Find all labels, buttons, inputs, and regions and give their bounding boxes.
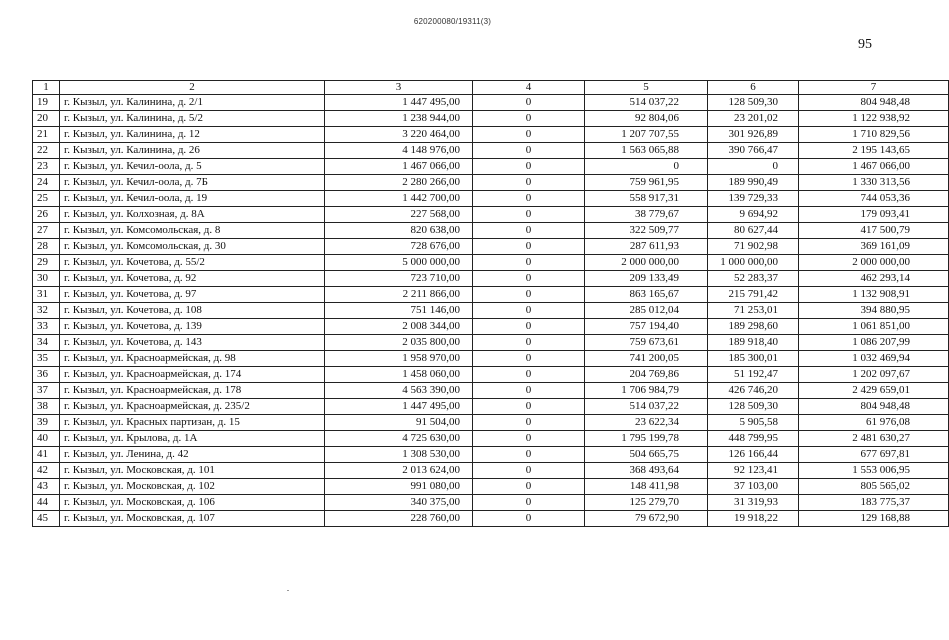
table-cell: г. Кызыл, ул. Красных партизан, д. 15: [60, 415, 325, 431]
table-cell: 52 283,37: [708, 271, 799, 287]
table-cell: 23 201,02: [708, 111, 799, 127]
table-cell: 0: [585, 159, 708, 175]
table-cell: 0: [473, 431, 585, 447]
table-cell: 759 961,95: [585, 175, 708, 191]
table-cell: 340 375,00: [325, 495, 473, 511]
table-cell: г. Кызыл, ул. Московская, д. 101: [60, 463, 325, 479]
table-row: [33, 431, 949, 447]
table-cell: 39: [33, 415, 60, 431]
table-cell: 20: [33, 111, 60, 127]
table-cell: 43: [33, 479, 60, 495]
table-cell: 37 103,00: [708, 479, 799, 495]
table-cell: 1 238 944,00: [325, 111, 473, 127]
table-cell: 189 918,40: [708, 335, 799, 351]
table-cell: 41: [33, 447, 60, 463]
table-cell: 1 447 495,00: [325, 399, 473, 415]
table-cell: 5 000 000,00: [325, 255, 473, 271]
table-row: [33, 367, 949, 383]
table-row: [33, 447, 949, 463]
table-row: [33, 495, 949, 511]
table-cell: 204 769,86: [585, 367, 708, 383]
table-cell: 92 123,41: [708, 463, 799, 479]
table-cell: 285 012,04: [585, 303, 708, 319]
table-cell: 0: [473, 367, 585, 383]
table-body: [33, 81, 949, 527]
table-row: [33, 159, 949, 175]
table-cell: 0: [473, 159, 585, 175]
table-cell: 0: [473, 383, 585, 399]
table-cell: 2 035 800,00: [325, 335, 473, 351]
table-cell: г. Кызыл, ул. Красноармейская, д. 235/2: [60, 399, 325, 415]
table-cell: г. Кызыл, ул. Московская, д. 102: [60, 479, 325, 495]
table-cell: 19: [33, 95, 60, 111]
table-cell: 394 880,95: [799, 303, 949, 319]
table-cell: г. Кызыл, ул. Московская, д. 106: [60, 495, 325, 511]
table-cell: 2 013 624,00: [325, 463, 473, 479]
table-cell: 462 293,14: [799, 271, 949, 287]
table-cell: г. Кызыл, ул. Кочетова, д. 97: [60, 287, 325, 303]
table-cell: 2 211 866,00: [325, 287, 473, 303]
table-cell: г. Кызыл, ул. Красноармейская, д. 98: [60, 351, 325, 367]
table-cell: 1 706 984,79: [585, 383, 708, 399]
table-cell: 185 300,01: [708, 351, 799, 367]
table-row: [33, 415, 949, 431]
table-cell: 2 000 000,00: [799, 255, 949, 271]
table-cell: г. Кызыл, ул. Кочетова, д. 55/2: [60, 255, 325, 271]
table-cell: 514 037,22: [585, 399, 708, 415]
table-cell: 0: [473, 479, 585, 495]
table-cell: 322 509,77: [585, 223, 708, 239]
table-cell: 0: [473, 511, 585, 527]
table-cell: г. Кызыл, ул. Калинина, д. 26: [60, 143, 325, 159]
table-cell: 34: [33, 335, 60, 351]
table-cell: 61 976,08: [799, 415, 949, 431]
table-cell: г. Кызыл, ул. Комсомольская, д. 8: [60, 223, 325, 239]
table-cell: 2 280 266,00: [325, 175, 473, 191]
table-cell: 23: [33, 159, 60, 175]
table-cell: 4 725 630,00: [325, 431, 473, 447]
table-cell: 35: [33, 351, 60, 367]
table-cell: г. Кызыл, ул. Калинина, д. 2/1: [60, 95, 325, 111]
table-cell: 4 563 390,00: [325, 383, 473, 399]
table-cell: 759 673,61: [585, 335, 708, 351]
table-cell: 741 200,05: [585, 351, 708, 367]
table-row: [33, 127, 949, 143]
table-cell: 804 948,48: [799, 399, 949, 415]
table-cell: 25: [33, 191, 60, 207]
table-cell: 80 627,44: [708, 223, 799, 239]
table-cell: г. Кызыл, ул. Московская, д. 107: [60, 511, 325, 527]
table-cell: 1 795 199,78: [585, 431, 708, 447]
table-cell: г. Кызыл, ул. Кечил-оола, д. 7Б: [60, 175, 325, 191]
table-cell: 31 319,93: [708, 495, 799, 511]
table-cell: 504 665,75: [585, 447, 708, 463]
table-row: [33, 255, 949, 271]
table-cell: 148 411,98: [585, 479, 708, 495]
table-cell: 92 804,06: [585, 111, 708, 127]
table-row: [33, 95, 949, 111]
table-cell: 0: [473, 143, 585, 159]
table-cell: 1 467 066,00: [325, 159, 473, 175]
table-cell: 228 760,00: [325, 511, 473, 527]
table-cell: 128 509,30: [708, 399, 799, 415]
table-cell: 1 207 707,55: [585, 127, 708, 143]
table-cell: 79 672,90: [585, 511, 708, 527]
table-cell: 71 253,01: [708, 303, 799, 319]
table-cell: 1 061 851,00: [799, 319, 949, 335]
table-cell: г. Кызыл, ул. Ленина, д. 42: [60, 447, 325, 463]
table-cell: г. Кызыл, ул. Кечил-оола, д. 5: [60, 159, 325, 175]
table-cell: 38: [33, 399, 60, 415]
table-cell: г. Кызыл, ул. Комсомольская, д. 30: [60, 239, 325, 255]
table-cell: 179 093,41: [799, 207, 949, 223]
table-cell: 125 279,70: [585, 495, 708, 511]
table-cell: 1 447 495,00: [325, 95, 473, 111]
table-cell: 1 308 530,00: [325, 447, 473, 463]
table-row: [33, 287, 949, 303]
table-row: [33, 223, 949, 239]
table-cell: 0: [473, 335, 585, 351]
table-row: [33, 143, 949, 159]
table-cell: 804 948,48: [799, 95, 949, 111]
table-cell: 227 568,00: [325, 207, 473, 223]
table-cell: 287 611,93: [585, 239, 708, 255]
table-cell: 1 553 006,95: [799, 463, 949, 479]
table-cell: 42: [33, 463, 60, 479]
table-cell: г. Кызыл, ул. Кочетова, д. 108: [60, 303, 325, 319]
table-row: [33, 319, 949, 335]
table-cell: 805 565,02: [799, 479, 949, 495]
table-cell: 33: [33, 319, 60, 335]
table-row: [33, 511, 949, 527]
table-cell: 23 622,34: [585, 415, 708, 431]
table-cell: 0: [473, 255, 585, 271]
table-cell: 0: [473, 495, 585, 511]
table-cell: 26: [33, 207, 60, 223]
table-cell: 368 493,64: [585, 463, 708, 479]
table-cell: 27: [33, 223, 60, 239]
table-cell: 0: [473, 351, 585, 367]
table-cell: г. Кызыл, ул. Калинина, д. 12: [60, 127, 325, 143]
table-cell: 37: [33, 383, 60, 399]
table-cell: 417 500,79: [799, 223, 949, 239]
table-cell: 2 481 630,27: [799, 431, 949, 447]
table-cell: 744 053,36: [799, 191, 949, 207]
table-row: [33, 175, 949, 191]
table-cell: г. Кызыл, ул. Кочетова, д. 143: [60, 335, 325, 351]
table-cell: 22: [33, 143, 60, 159]
table-cell: 1 132 908,91: [799, 287, 949, 303]
table-cell: 514 037,22: [585, 95, 708, 111]
table-cell: 1 000 000,00: [708, 255, 799, 271]
table-cell: 1 086 207,99: [799, 335, 949, 351]
table-cell: 0: [473, 287, 585, 303]
table-cell: г. Кызыл, ул. Кочетова, д. 139: [60, 319, 325, 335]
document-id: 620200080/19311(3): [413, 17, 492, 26]
table-cell: 91 504,00: [325, 415, 473, 431]
table-cell: 0: [473, 303, 585, 319]
table-cell: 723 710,00: [325, 271, 473, 287]
table-cell: 1 710 829,56: [799, 127, 949, 143]
table-header-row: [33, 81, 949, 95]
table-cell: 1 458 060,00: [325, 367, 473, 383]
table-row: [33, 239, 949, 255]
table-cell: 2 000 000,00: [585, 255, 708, 271]
table-cell: 677 697,81: [799, 447, 949, 463]
table-cell: 189 298,60: [708, 319, 799, 335]
table-cell: 448 799,95: [708, 431, 799, 447]
table-cell: 0: [708, 159, 799, 175]
table-cell: 0: [473, 111, 585, 127]
table-cell: 4 148 976,00: [325, 143, 473, 159]
table-cell: 71 902,98: [708, 239, 799, 255]
table-cell: 1 330 313,56: [799, 175, 949, 191]
table-cell: 1 032 469,94: [799, 351, 949, 367]
table-cell: 3 220 464,00: [325, 127, 473, 143]
table-cell: 126 166,44: [708, 447, 799, 463]
table-cell: 0: [473, 175, 585, 191]
table-cell: 40: [33, 431, 60, 447]
column-header: 4: [473, 81, 585, 95]
table-row: [33, 351, 949, 367]
table-cell: 0: [473, 223, 585, 239]
table-cell: 38 779,67: [585, 207, 708, 223]
table-cell: 129 168,88: [799, 511, 949, 527]
table-cell: 2 429 659,01: [799, 383, 949, 399]
table-cell: 28: [33, 239, 60, 255]
table-cell: 2 195 143,65: [799, 143, 949, 159]
table-cell: 21: [33, 127, 60, 143]
table-cell: 0: [473, 319, 585, 335]
column-header: 3: [325, 81, 473, 95]
table-cell: г. Кызыл, ул. Красноармейская, д. 174: [60, 367, 325, 383]
table-cell: 863 165,67: [585, 287, 708, 303]
table-cell: 44: [33, 495, 60, 511]
table-cell: 991 080,00: [325, 479, 473, 495]
table-row: [33, 335, 949, 351]
data-table: [32, 80, 949, 527]
table-row: [33, 303, 949, 319]
table-cell: г. Кызыл, ул. Кечил-оола, д. 19: [60, 191, 325, 207]
table-cell: 301 926,89: [708, 127, 799, 143]
table-cell: 45: [33, 511, 60, 527]
page-number: 95: [858, 37, 872, 52]
column-header: 7: [799, 81, 949, 95]
table-cell: 32: [33, 303, 60, 319]
table-cell: 1 202 097,67: [799, 367, 949, 383]
table-cell: 0: [473, 415, 585, 431]
table-cell: 0: [473, 271, 585, 287]
table-cell: 757 194,40: [585, 319, 708, 335]
table-cell: г. Кызыл, ул. Колхозная, д. 8А: [60, 207, 325, 223]
table-cell: 24: [33, 175, 60, 191]
column-header: 2: [60, 81, 325, 95]
table-cell: 36: [33, 367, 60, 383]
table-cell: 1 563 065,88: [585, 143, 708, 159]
table-row: [33, 191, 949, 207]
table-cell: 19 918,22: [708, 511, 799, 527]
table-cell: 0: [473, 447, 585, 463]
table-row: [33, 463, 949, 479]
table-cell: 1 958 970,00: [325, 351, 473, 367]
column-header: 6: [708, 81, 799, 95]
table-cell: 9 694,92: [708, 207, 799, 223]
table-cell: 390 766,47: [708, 143, 799, 159]
table-cell: г. Кызыл, ул. Красноармейская, д. 178: [60, 383, 325, 399]
table-cell: 1 122 938,92: [799, 111, 949, 127]
table-cell: 0: [473, 399, 585, 415]
table-row: [33, 399, 949, 415]
table-row: [33, 207, 949, 223]
table-cell: 369 161,09: [799, 239, 949, 255]
table-cell: 1 467 066,00: [799, 159, 949, 175]
table-cell: 426 746,20: [708, 383, 799, 399]
table-row: [33, 111, 949, 127]
table-cell: 29: [33, 255, 60, 271]
table-cell: 0: [473, 463, 585, 479]
table-cell: 128 509,30: [708, 95, 799, 111]
table-cell: 728 676,00: [325, 239, 473, 255]
table-cell: 0: [473, 127, 585, 143]
table-cell: 0: [473, 95, 585, 111]
table-cell: 0: [473, 207, 585, 223]
table-cell: 215 791,42: [708, 287, 799, 303]
table-cell: г. Кызыл, ул. Крылова, д. 1А: [60, 431, 325, 447]
table-cell: г. Кызыл, ул. Кочетова, д. 92: [60, 271, 325, 287]
table-cell: 751 146,00: [325, 303, 473, 319]
table-row: [33, 271, 949, 287]
table-cell: 558 917,31: [585, 191, 708, 207]
scan-speck: [287, 590, 289, 591]
table-cell: 51 192,47: [708, 367, 799, 383]
table-cell: 183 775,37: [799, 495, 949, 511]
table-cell: 139 729,33: [708, 191, 799, 207]
column-header: 5: [585, 81, 708, 95]
table-cell: 1 442 700,00: [325, 191, 473, 207]
table-cell: 2 008 344,00: [325, 319, 473, 335]
table-row: [33, 479, 949, 495]
table-cell: 209 133,49: [585, 271, 708, 287]
table-cell: г. Кызыл, ул. Калинина, д. 5/2: [60, 111, 325, 127]
column-header: 1: [33, 81, 60, 95]
table-cell: 5 905,58: [708, 415, 799, 431]
table-cell: 0: [473, 191, 585, 207]
table-cell: 31: [33, 287, 60, 303]
table-cell: 189 990,49: [708, 175, 799, 191]
table-cell: 30: [33, 271, 60, 287]
table-cell: 0: [473, 239, 585, 255]
table-row: [33, 383, 949, 399]
table-cell: 820 638,00: [325, 223, 473, 239]
